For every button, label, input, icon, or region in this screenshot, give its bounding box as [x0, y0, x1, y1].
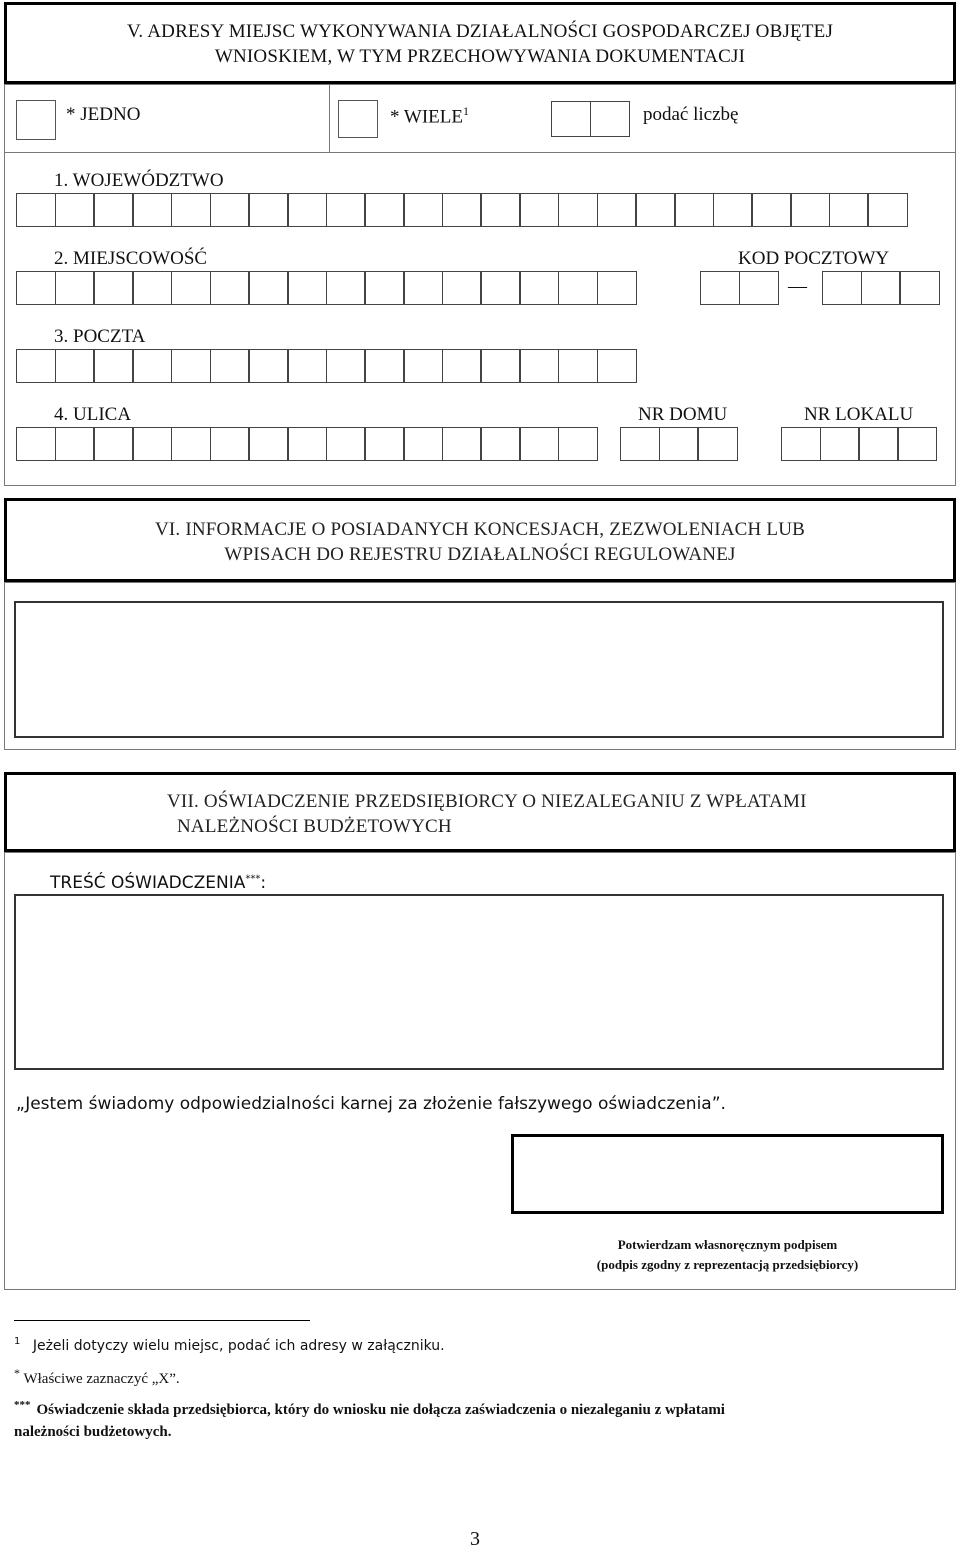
- street-cell[interactable]: [55, 427, 95, 461]
- liability-statement: „Jestem świadomy odpowiedzialności karnej za złożenie fałszywego oświadczenia”.: [16, 1094, 726, 1114]
- postal-code-cell[interactable]: [822, 271, 862, 305]
- street-cell[interactable]: [287, 427, 327, 461]
- street-cell[interactable]: [558, 427, 598, 461]
- count-digit-2[interactable]: [590, 101, 630, 137]
- voivodeship-field[interactable]: [16, 193, 906, 227]
- voivodeship-cell[interactable]: [403, 193, 443, 227]
- footnote-2-text: Właściwe zaznaczyć „X”.: [23, 1371, 180, 1387]
- voivodeship-cell[interactable]: [597, 193, 637, 227]
- postal-code-part1[interactable]: [700, 271, 777, 305]
- city-cell[interactable]: [132, 271, 172, 305]
- section-vi-title-line1: VI. INFORMACJE O POSIADANYCH KONCESJACH, ZEZWOLENIACH LUB: [154, 519, 805, 540]
- voivodeship-cell[interactable]: [751, 193, 791, 227]
- city-cell[interactable]: [364, 271, 404, 305]
- post-office-cell[interactable]: [519, 349, 559, 383]
- voivodeship-cell[interactable]: [326, 193, 366, 227]
- statement-text-area[interactable]: [14, 894, 944, 1070]
- post-office-cell[interactable]: [403, 349, 443, 383]
- post-office-label: 3. POCZTA: [54, 326, 146, 347]
- city-cell[interactable]: [93, 271, 133, 305]
- section-v-header: [4, 2, 956, 84]
- street-label: 4. ULICA: [54, 404, 132, 425]
- postal-code-cell[interactable]: [700, 271, 740, 305]
- page-number: 3: [470, 1528, 480, 1550]
- city-cell[interactable]: [480, 271, 520, 305]
- multi-location-checkbox[interactable]: [338, 100, 378, 138]
- post-office-cell[interactable]: [326, 349, 366, 383]
- street-cell[interactable]: [326, 427, 366, 461]
- multi-location-label: * WIELE$^1$: [390, 104, 469, 128]
- count-digit-1[interactable]: [551, 101, 591, 137]
- footnote-3-text-line1: Oświadczenie składa przedsiębiorca, który do wniosku nie dołącza zaświadczenia o niezaleganiu z wpłatami: [36, 1402, 725, 1418]
- signature-caption: [511, 1235, 944, 1275]
- city-cell[interactable]: [442, 271, 482, 305]
- signature-caption-line2: (podpis zgodny z reprezentacją przedsiębiorcy): [596, 1257, 859, 1272]
- voivodeship-cell[interactable]: [519, 193, 559, 227]
- section-vi-title-line2: WPISACH DO REJESTRU DZIAŁALNOŚCI REGULOWANEJ: [224, 544, 736, 565]
- section-vii-title-line2: NALEŻNOŚCI BUDŻETOWYCH: [177, 816, 452, 837]
- option-row-divider: [4, 152, 956, 153]
- city-cell[interactable]: [248, 271, 288, 305]
- section-vii-header: [4, 772, 956, 852]
- street-cell[interactable]: [132, 427, 172, 461]
- post-office-cell[interactable]: [480, 349, 520, 383]
- flat-number-label: NR LOKALU: [804, 404, 914, 425]
- footnote-3: [14, 1394, 725, 1443]
- post-office-cell[interactable]: [364, 349, 404, 383]
- city-cell[interactable]: [597, 271, 637, 305]
- count-label: podać liczbę: [643, 104, 739, 125]
- voivodeship-label: 1. WOJEWÓDZTWO: [54, 170, 224, 191]
- voivodeship-cell[interactable]: [210, 193, 250, 227]
- flat-number-field[interactable]: [781, 427, 936, 461]
- flat-number-cell[interactable]: [781, 427, 821, 461]
- licenses-text-area[interactable]: [14, 601, 944, 738]
- post-office-cell[interactable]: [16, 349, 56, 383]
- voivodeship-cell[interactable]: [364, 193, 404, 227]
- city-label: 2. MIEJSCOWOŚĆ: [54, 248, 208, 269]
- post-office-cell[interactable]: [55, 349, 95, 383]
- flat-number-cell[interactable]: [820, 427, 860, 461]
- flat-number-cell[interactable]: [897, 427, 937, 461]
- post-office-cell[interactable]: [210, 349, 250, 383]
- voivodeship-cell[interactable]: [674, 193, 714, 227]
- house-number-cell[interactable]: [697, 427, 737, 461]
- voivodeship-cell[interactable]: [635, 193, 675, 227]
- postal-code-dash: —: [788, 276, 807, 297]
- voivodeship-cell[interactable]: [442, 193, 482, 227]
- house-number-cell[interactable]: [620, 427, 660, 461]
- voivodeship-cell[interactable]: [287, 193, 327, 227]
- city-cell[interactable]: [171, 271, 211, 305]
- voivodeship-cell[interactable]: [93, 193, 133, 227]
- footnote-separator: [14, 1320, 310, 1321]
- voivodeship-cell[interactable]: [480, 193, 520, 227]
- voivodeship-cell[interactable]: [16, 193, 56, 227]
- footnote-1-mark: 1: [14, 1336, 21, 1347]
- post-office-cell[interactable]: [597, 349, 637, 383]
- city-cell[interactable]: [287, 271, 327, 305]
- street-cell[interactable]: [210, 427, 250, 461]
- house-number-label: NR DOMU: [638, 404, 728, 425]
- post-office-cell[interactable]: [287, 349, 327, 383]
- city-field[interactable]: [16, 271, 635, 305]
- street-cell[interactable]: [442, 427, 482, 461]
- city-cell[interactable]: [403, 271, 443, 305]
- city-cell[interactable]: [558, 271, 598, 305]
- footnote-3-mark: ***: [14, 1399, 31, 1411]
- option-divider: [329, 84, 330, 152]
- postal-code-cell[interactable]: [739, 271, 779, 305]
- signature-box[interactable]: [511, 1134, 944, 1214]
- voivodeship-cell[interactable]: [867, 193, 907, 227]
- street-cell[interactable]: [248, 427, 288, 461]
- street-field[interactable]: [16, 427, 597, 461]
- postal-code-part2[interactable]: [822, 271, 938, 305]
- post-office-cell[interactable]: [171, 349, 211, 383]
- voivodeship-cell[interactable]: [171, 193, 211, 227]
- voivodeship-cell[interactable]: [558, 193, 598, 227]
- voivodeship-cell[interactable]: [132, 193, 172, 227]
- street-cell[interactable]: [171, 427, 211, 461]
- street-cell[interactable]: [16, 427, 56, 461]
- city-cell[interactable]: [16, 271, 56, 305]
- footnote-3-text-line2: należności budżetowych.: [14, 1424, 172, 1440]
- street-cell[interactable]: [364, 427, 404, 461]
- house-number-field[interactable]: [620, 427, 736, 461]
- location-count-field[interactable]: [551, 101, 628, 137]
- city-cell[interactable]: [55, 271, 95, 305]
- post-office-field[interactable]: [16, 349, 635, 383]
- footnote-2-mark: *: [14, 1366, 20, 1380]
- section-vi-header: [4, 498, 956, 582]
- flat-number-cell[interactable]: [858, 427, 898, 461]
- postal-code-cell[interactable]: [899, 271, 939, 305]
- footnote-2: [14, 1366, 180, 1388]
- footnote-1: [14, 1336, 445, 1354]
- post-office-cell[interactable]: [132, 349, 172, 383]
- voivodeship-cell[interactable]: [790, 193, 830, 227]
- signature-caption-line1: Potwierdzam własnoręcznym podpisem: [617, 1237, 838, 1252]
- post-office-cell[interactable]: [558, 349, 598, 383]
- post-office-cell[interactable]: [248, 349, 288, 383]
- single-location-checkbox[interactable]: [16, 100, 56, 140]
- statement-footnote-ref: ***: [245, 873, 261, 885]
- footnote-1-text: Jeżeli dotyczy wielu miejsc, podać ich adresy w załączniku.: [32, 1337, 445, 1354]
- city-cell[interactable]: [210, 271, 250, 305]
- voivodeship-cell[interactable]: [829, 193, 869, 227]
- voivodeship-cell[interactable]: [713, 193, 753, 227]
- multi-location-footnote-ref: 1: [463, 104, 469, 118]
- postal-code-cell[interactable]: [861, 271, 901, 305]
- street-cell[interactable]: [93, 427, 133, 461]
- postal-code-label: KOD POCZTOWY: [738, 248, 890, 269]
- section-vii-title-line1: VII. OŚWIADCZENIE PRZEDSIĘBIORCY O NIEZALEGANIU Z WPŁATAMI: [167, 791, 807, 812]
- voivodeship-cell[interactable]: [55, 193, 95, 227]
- street-cell[interactable]: [480, 427, 520, 461]
- section-v-title-line1: V. ADRESY MIEJSC WYKONYWANIA DZIAŁALNOŚCI GOSPODARCZEJ OBJĘTEJ: [126, 21, 834, 42]
- city-cell[interactable]: [519, 271, 559, 305]
- section-v-title-line2: WNIOSKIEM, W TYM PRZECHOWYWANIA DOKUMENTACJI: [214, 46, 746, 67]
- city-cell[interactable]: [326, 271, 366, 305]
- statement-label: TREŚĆ OŚWIADCZENIA***:: [50, 873, 267, 893]
- street-cell[interactable]: [519, 427, 559, 461]
- single-location-label: * JEDNO: [66, 104, 141, 125]
- voivodeship-cell[interactable]: [248, 193, 288, 227]
- street-cell[interactable]: [403, 427, 443, 461]
- post-office-cell[interactable]: [442, 349, 482, 383]
- house-number-cell[interactable]: [659, 427, 699, 461]
- post-office-cell[interactable]: [93, 349, 133, 383]
